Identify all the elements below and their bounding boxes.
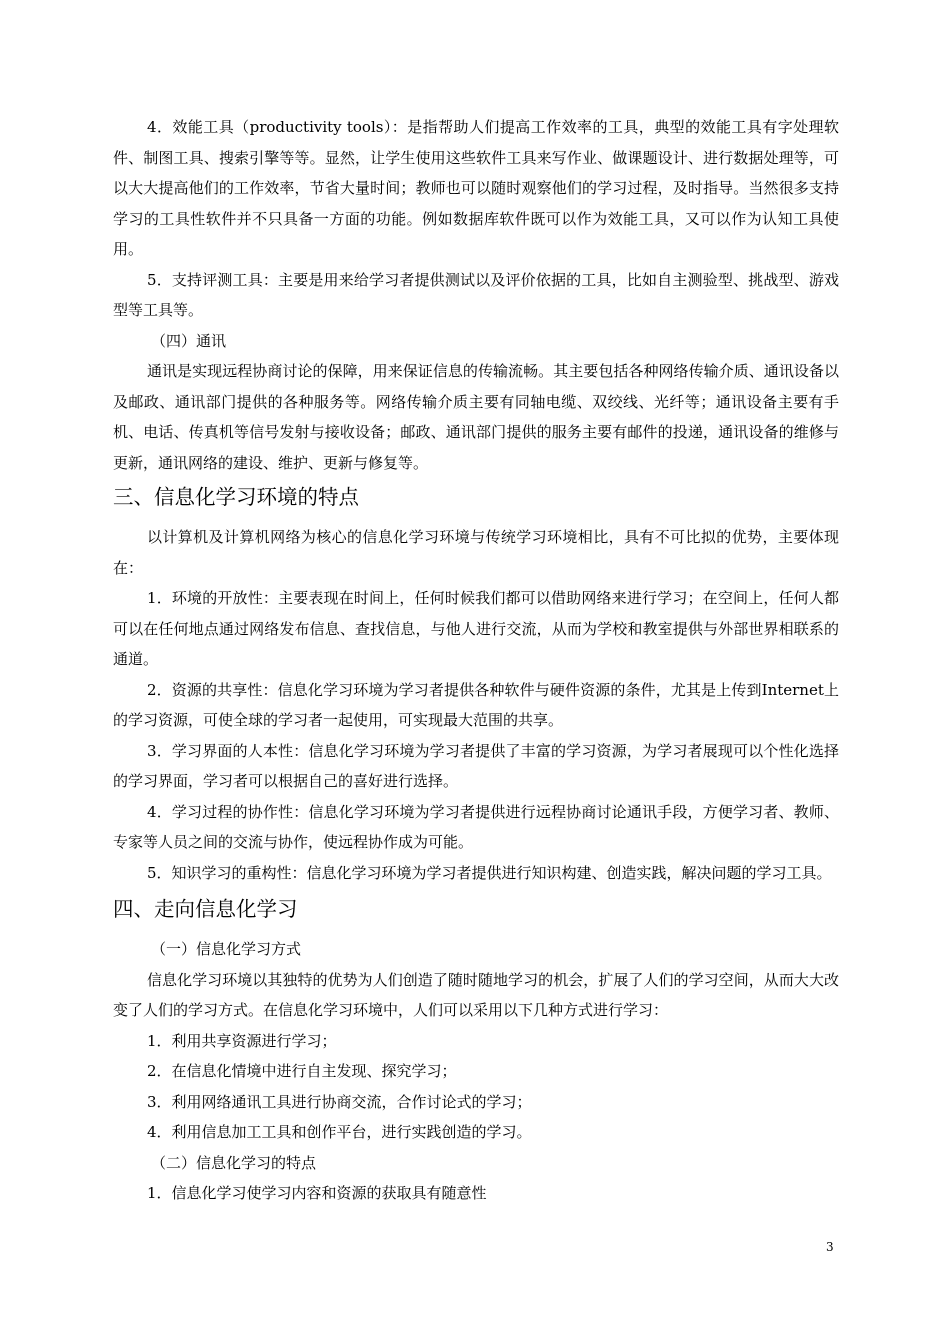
page-number: 3 [826, 1240, 834, 1254]
list-item: 2．在信息化情境中进行自主发现、探究学习； [147, 1062, 457, 1080]
list-item: 1．利用共享资源进行学习； [147, 1031, 337, 1050]
paragraph-communication: 通讯是实现远程协商讨论的保障，用来保证信息的传输流畅。其主要包括各种网络传输介质、通讯设备以及邮政、通讯部门提供的各种服务等。网络传输介质主要有同轴电缆、双绞线、光纤等；通讯设备主要有手机、电话、传真机等信号发射与接收设备；邮政、通讯部门提供的服务主要有邮件的投递，通讯设备的维修与更新，通讯网络的建设、维护、更新与修复等。 [113, 362, 839, 472]
list-item: 1．环境的开放性：主要表现在时间上，任何时候我们都可以借助网络来进行学习；在空间上，任何人都可以在任何地点通过网络发布信息、查找信息，与他人进行交流，从而为学校和教室提供与外部世界相联系的通道。 [113, 589, 839, 668]
paragraph-productivity-tools: 4．效能工具（productivity tools）：是指帮助人们提高工作效率的工具，典型的效能工具有字处理软件、制图工具、搜索引擎等等。显然，让学生使用这些软件工具来写作业、做课题设计、进行数据处理等，可以大大提高他们的工作效率，节省大量时间；教师也可以随时观察他们的学习过程，及时指导。当然很多支持学习的工具性软件并不只具备一方面的功能。例如数据库软件既可以作为效能工具，又可以作为认知工具使用。 [113, 118, 839, 258]
list-item: 3．学习界面的人本性：信息化学习环境为学习者提供了丰富的学习资源，为学习者展现可以个性化选择的学习界面，学习者可以根据自己的喜好进行选择。 [113, 741, 839, 790]
section-heading-features: 三、信息化学习环境的特点 [113, 485, 359, 509]
list-item: 1．信息化学习使学习内容和资源的获取具有随意性 [147, 1184, 487, 1202]
subheading-learning-modes: （一）信息化学习方式 [151, 940, 302, 958]
list-item: 2．资源的共享性：信息化学习环境为学习者提供各种软件与硬件资源的条件，尤其是上传到Internet上的学习资源，可使全球的学习者一起使用，可实现最大范围的共享。 [113, 680, 839, 729]
section-heading-informatized-learning: 四、走向信息化学习 [113, 897, 298, 921]
paragraph-assessment-tools: 5．支持评测工具：主要是用来给学习者提供测试以及评价依据的工具，比如自主测验型、挑战型、游戏型等工具等。 [113, 270, 839, 319]
subheading-communication: （四）通讯 [151, 331, 227, 350]
paragraph-features-intro: 以计算机及计算机网络为核心的信息化学习环境与传统学习环境相比，具有不可比拟的优势，主要体现在： [113, 528, 839, 577]
subheading-learning-features: （二）信息化学习的特点 [151, 1153, 317, 1172]
paragraph-learning-modes-intro: 信息化学习环境以其独特的优势为人们创造了随时随地学习的机会，扩展了人们的学习空间，从而大大改变了人们的学习方式。在信息化学习环境中，人们可以采用以下几种方式进行学习： [113, 970, 839, 1019]
list-item: 4．学习过程的协作性：信息化学习环境为学习者提供进行远程协商讨论通讯手段，方便学习者、教师、专家等人员之间的交流与协作，使远程协作成为可能。 [113, 802, 839, 851]
page-body [113, 112, 839, 1209]
list-item: 3．利用网络通讯工具进行协商交流，合作讨论式的学习； [147, 1092, 532, 1111]
list-item: 4．利用信息加工工具和创作平台，进行实践创造的学习。 [147, 1123, 532, 1141]
list-item: 5．知识学习的重构性：信息化学习环境为学习者提供进行知识构建、创造实践，解决问题的学习工具。 [147, 863, 832, 882]
